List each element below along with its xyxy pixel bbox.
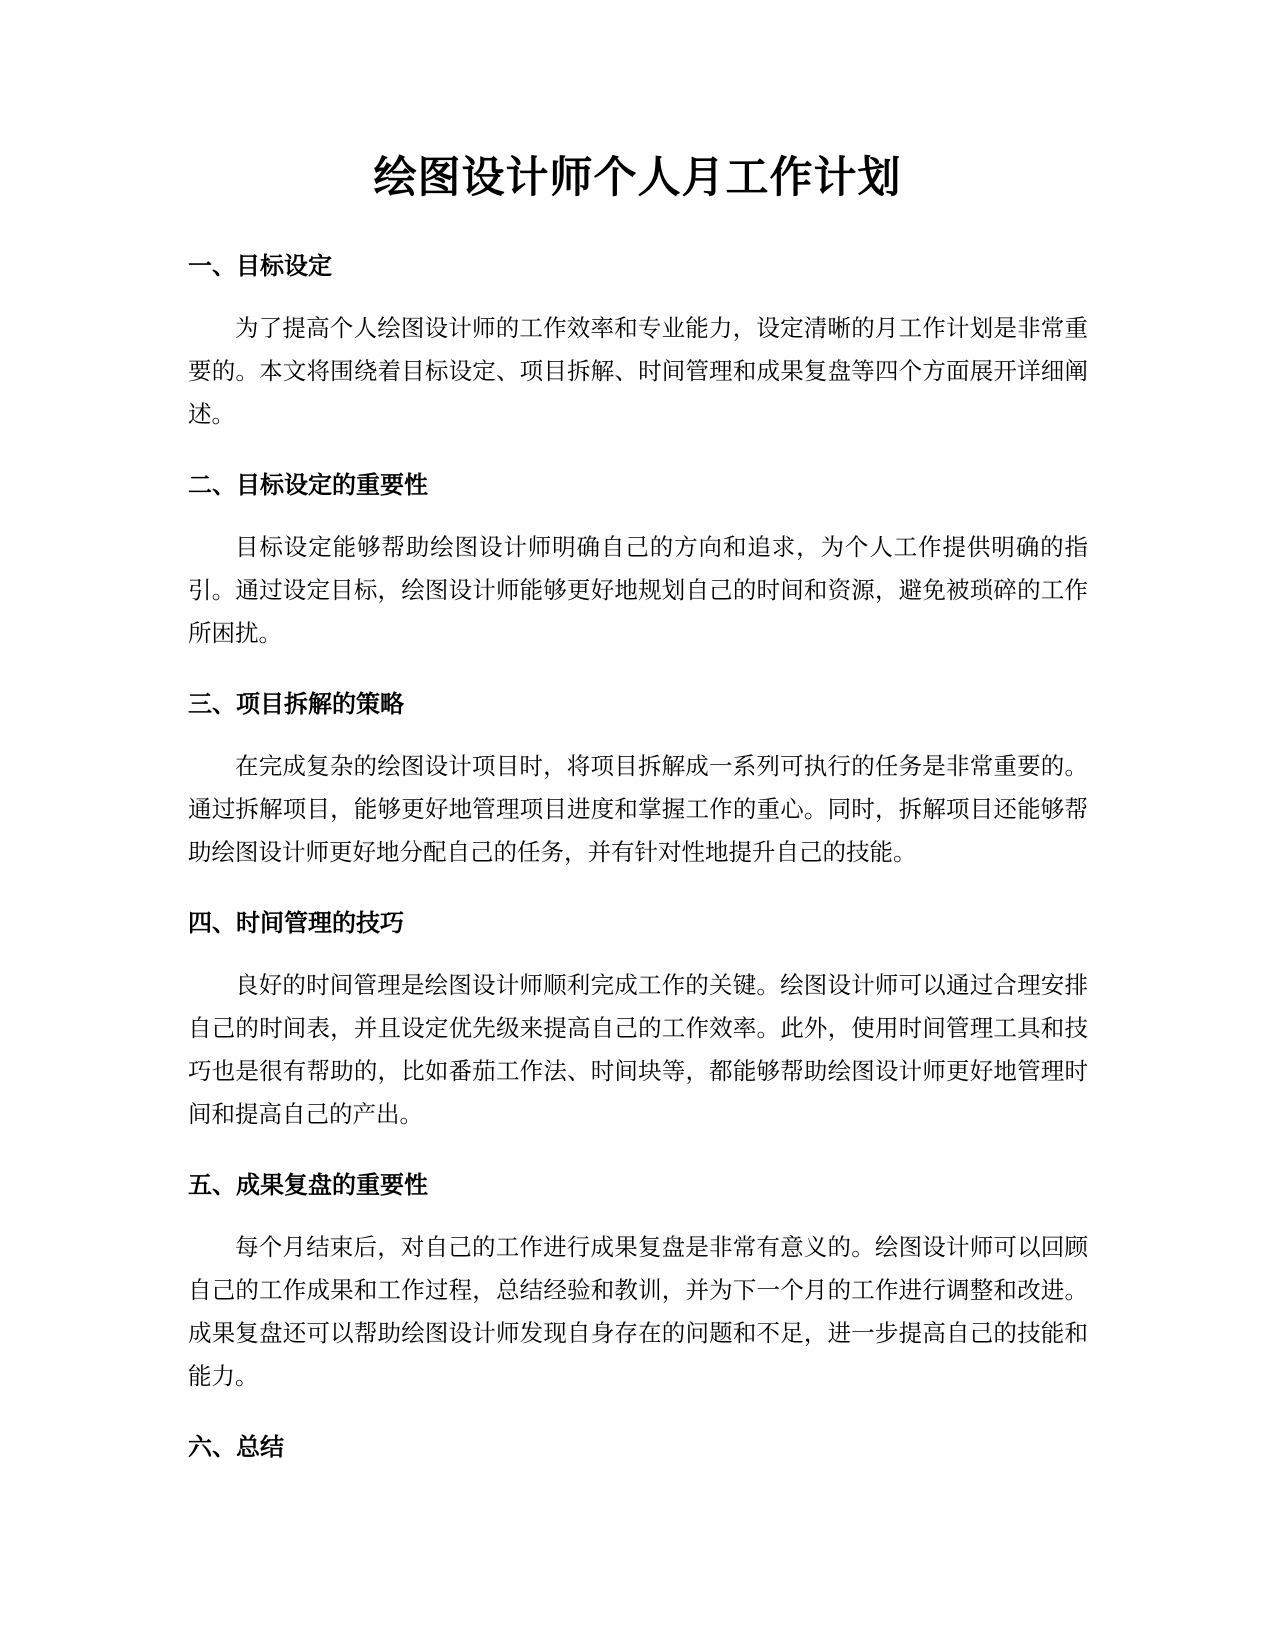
document-title: 绘图设计师个人月工作计划 [373,153,902,203]
section-time-management [188,905,1088,1136]
section-project-breakdown [188,686,1088,874]
section-heading: 三、项目拆解的策略 [188,690,404,718]
section-goal-setting [188,248,1088,436]
section-paragraph: 为了提高个人绘图设计师的工作效率和专业能力，设定清晰的月工作计划是非常重要的。本文将围绕着目标设定、项目拆解、时间管理和成果复盘等四个方面展开详细阐述。 [188,314,1088,428]
section-heading: 一、目标设定 [188,252,332,280]
section-paragraph: 目标设定能够帮助绘图设计师明确自己的方向和追求，为个人工作提供明确的指引。通过设定目标，绘图设计师能够更好地规划自己的时间和资源，避免被琐碎的工作所困扰。 [188,533,1088,647]
section-heading: 五、成果复盘的重要性 [188,1171,428,1199]
document-body [188,248,1088,1488]
section-goal-importance [188,467,1088,655]
section-heading: 六、总结 [188,1433,284,1461]
section-review-importance [188,1167,1088,1398]
section-paragraph: 每个月结束后，对自己的工作进行成果复盘是非常有意义的。绘图设计师可以回顾自己的工作成果和工作过程，总结经验和教训，并为下一个月的工作进行调整和改进。成果复盘还可以帮助绘图设计师发现自身存在的问题和不足，进一步提高自己的技能和能力。 [188,1233,1088,1390]
section-heading: 二、目标设定的重要性 [188,471,428,499]
section-summary [188,1429,1088,1465]
section-heading: 四、时间管理的技巧 [188,909,404,937]
section-paragraph: 良好的时间管理是绘图设计师顺利完成工作的关键。绘图设计师可以通过合理安排自己的时间表，并且设定优先级来提高自己的工作效率。此外，使用时间管理工具和技巧也是很有帮助的，比如番茄工作法、时间块等，都能够帮助绘图设计师更好地管理时间和提高自己的产出。 [188,971,1088,1128]
section-paragraph: 在完成复杂的绘图设计项目时，将项目拆解成一系列可执行的任务是非常重要的。通过拆解项目，能够更好地管理项目进度和掌握工作的重心。同时，拆解项目还能够帮助绘图设计师更好地分配自己的任务，并有针对性地提升自己的技能。 [188,752,1088,866]
